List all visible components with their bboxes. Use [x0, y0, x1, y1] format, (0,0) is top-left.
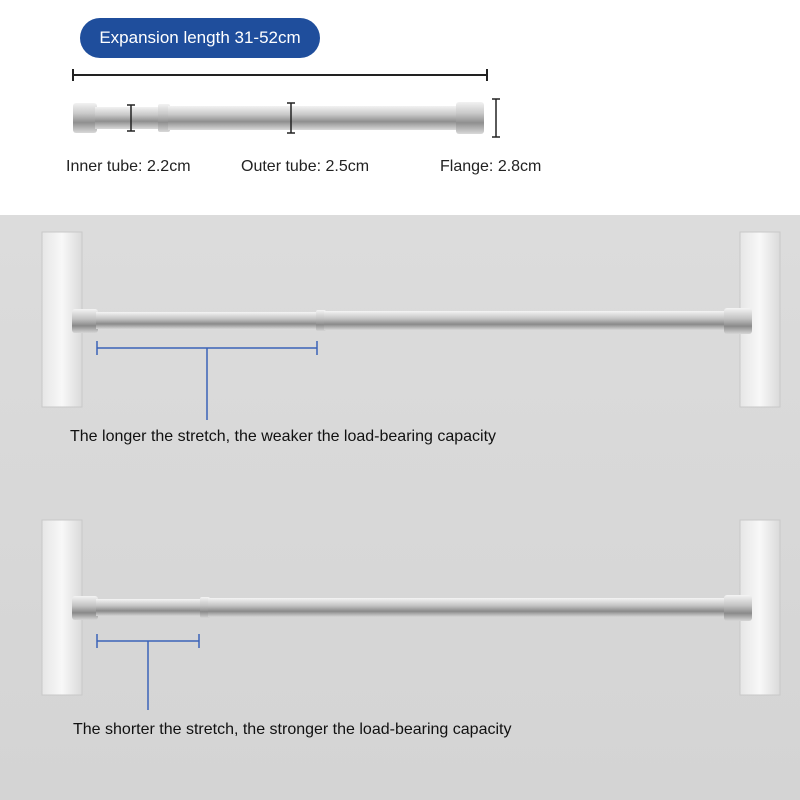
flange-label: Flange: 2.8cm	[440, 158, 542, 175]
short-stretch-caption: The shorter the stretch, the stronger the load-bearing capacity	[73, 721, 512, 738]
short-stretch-example	[42, 520, 780, 710]
expansion-length-badge: Expansion length 31-52cm	[80, 18, 320, 58]
outer-tube-label: Outer tube: 2.5cm	[241, 158, 370, 175]
long-stretch-example	[42, 232, 780, 420]
long-stretch-caption: The longer the stretch, the weaker the load-bearing capacity	[70, 428, 497, 445]
inner-tube-label: Inner tube: 2.2cm	[66, 158, 191, 175]
